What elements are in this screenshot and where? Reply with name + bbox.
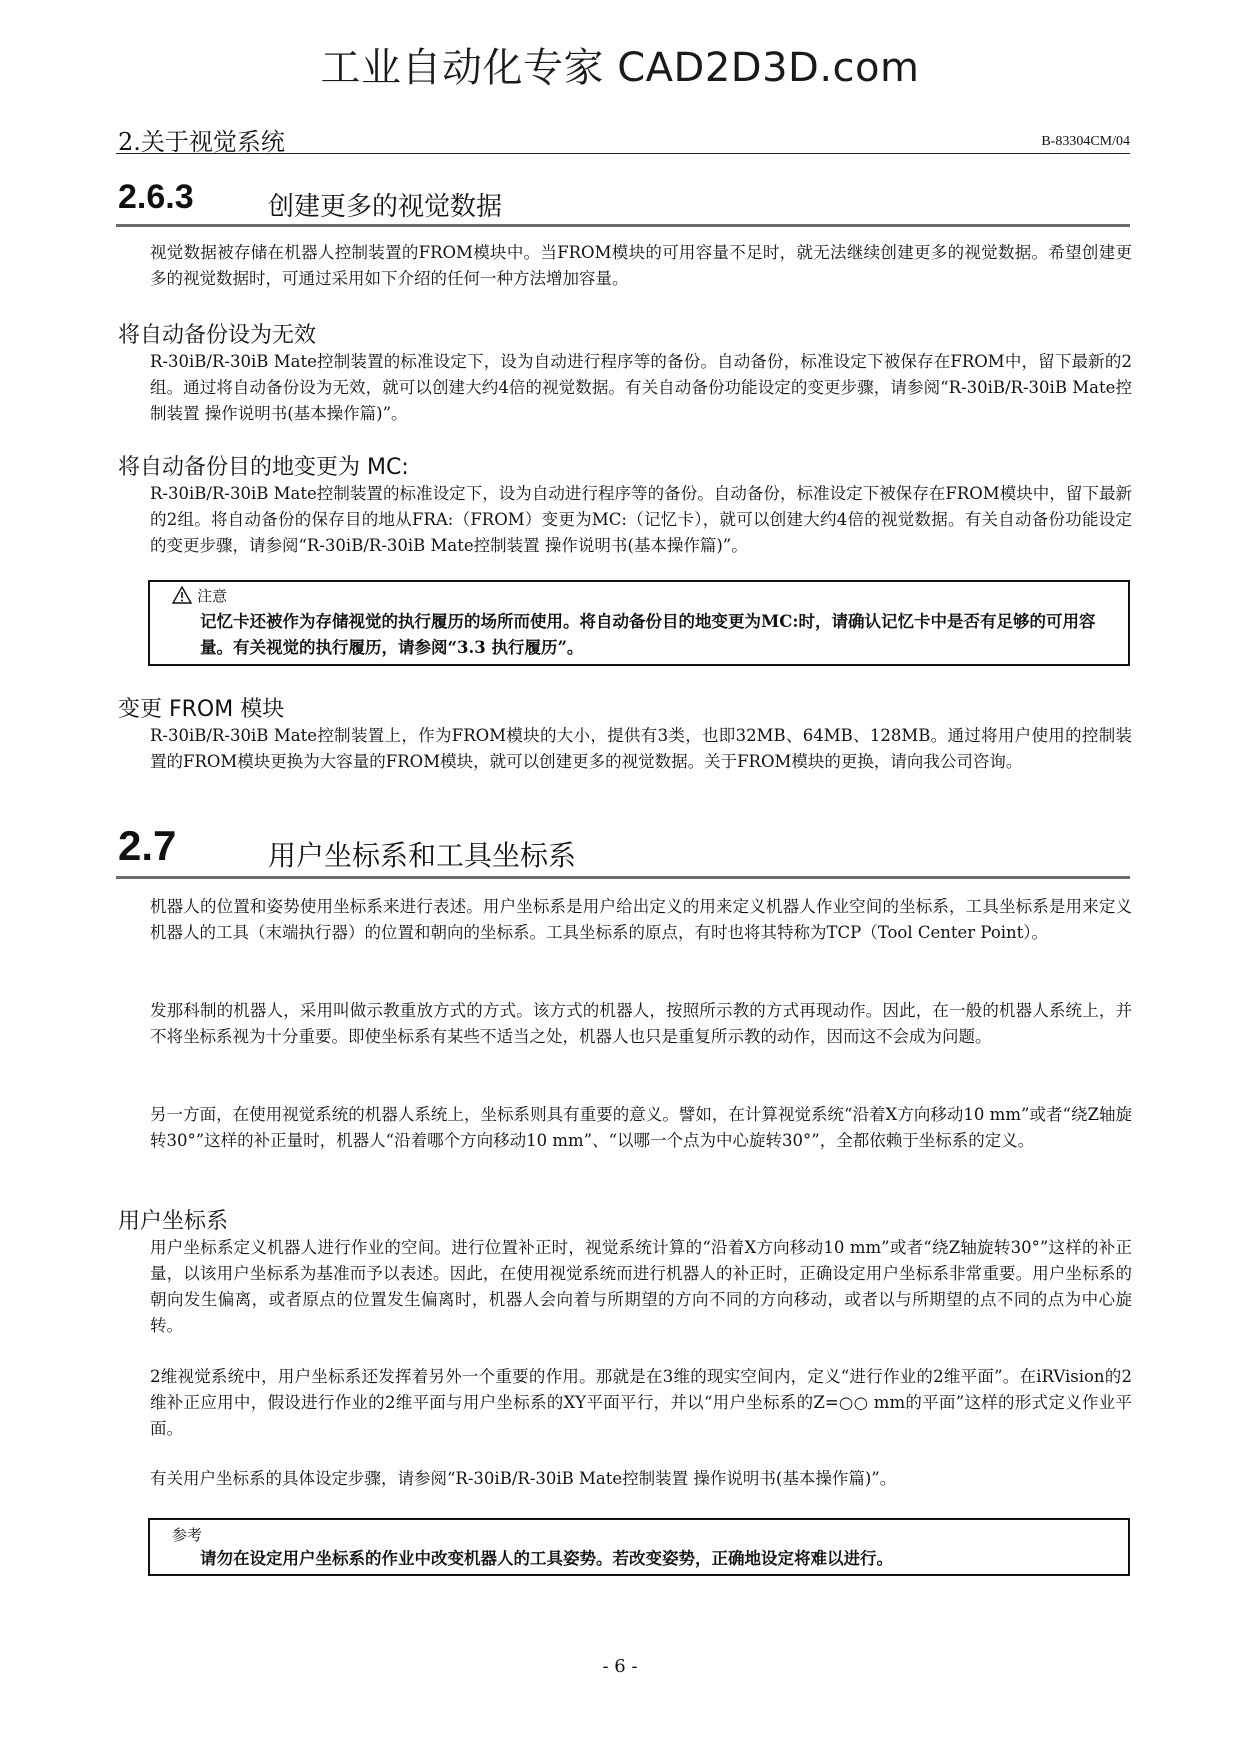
reference-label: 参考 (172, 1526, 203, 1544)
paragraph: 另一方面，在使用视觉系统的机器人系统上，坐标系则具有重要的意义。譬如，在计算视觉系统“沿着X方向移动10 mm”或者“绕Z轴旋转30°”这样的补正量时，机器人“沿着哪个方向移动10 mm”、“以哪一个点为中心旋转30°”，全都依赖于坐标系的定义。 (150, 1105, 1132, 1150)
paragraph: 用户坐标系定义机器人进行作业的空间。进行位置补正时，视觉系统计算的“沿着X方向移动10 mm”或者“绕Z轴旋转30°”这样的补正量，以该用户坐标系为基准而予以表述。因此，在使用视觉系统而进行机器人的补正时，正确设定用户坐标系非常重要。用户坐标系的朝向发生偏离，或者原点的位置发生偏离时，机器人会向着与所期望的方向不同的方向移动，或者以与所期望的点不同的点为中心旋转。 (150, 1238, 1132, 1335)
subheading: 将自动备份目的地变更为 MC: (118, 455, 409, 480)
paragraph: R-30iB/R-30iB Mate控制装置上，作为FROM模块的大小，提供有3类，也即32MB、64MB、128MB。通过将用户使用的控制装置的FROM模块更换为大容量的FROM模块，就可以创建更多的视觉数据。关于FROM模块的更换，请向我公司咨询。 (150, 726, 1132, 771)
paragraph: 有关用户坐标系的具体设定步骤，请参阅“R-30iB/R-30iB Mate控制装置 操作说明书(基本操作篇)”。 (150, 1469, 897, 1488)
header-divider (116, 153, 1130, 154)
section-title: 用户坐标系和工具坐标系 (268, 839, 577, 872)
section-number: 2.7 (118, 822, 177, 869)
page-number: - 6 - (602, 1656, 638, 1677)
paragraph: R-30iB/R-30iB Mate控制装置的标准设定下，设为自动进行程序等的备份。自动备份，标准设定下被保存在FROM中，留下最新的2组。通过将自动备份设为无效，就可以创建大约4倍的视觉数据。有关自动备份功能设定的变更步骤，请参阅“R-30iB/R-30iB Mate控制装置 操作说明书(基本操作篇)”。 (150, 352, 1132, 423)
section-rule (116, 224, 1130, 227)
caution-header (172, 585, 227, 606)
paragraph: 视觉数据被存储在机器人控制装置的FROM模块中。当FROM模块的可用容量不足时，就无法继续创建更多的视觉数据。希望创建更多的视觉数据时，可通过采用如下介绍的任何一种方法增加容量。 (150, 243, 1132, 288)
watermark: 工业自动化专家 CAD2D3D.com (320, 45, 920, 91)
paragraph: R-30iB/R-30iB Mate控制装置的标准设定下，设为自动进行程序等的备份。自动备份，标准设定下被保存在FROM模块中，留下最新的2组。将自动备份的保存目的地从FRA:（FROM）变更为MC:（记忆卡），就可以创建大约4倍的视觉数据。有关自动备份功能设定的变更步骤，请参阅“R-30iB/R-30iB Mate控制装置 操作说明书(基本操作篇)”。 (150, 484, 1132, 555)
subheading: 将自动备份设为无效 (118, 323, 317, 348)
section-number: 2.6.3 (118, 178, 194, 216)
document-code: B-83304CM/04 (1041, 134, 1130, 149)
caution-label: 注意 (197, 587, 228, 605)
reference-text: 请勿在设定用户坐标系的作业中改变机器人的工具姿势。若改变姿势，正确地设定将难以进行。 (200, 1549, 893, 1568)
subheading: 变更 FROM 模块 (118, 697, 285, 722)
caution-text: 记忆卡还被作为存储视觉的执行履历的场所而使用。将自动备份目的地变更为MC:时，请确认记忆卡中是否有足够的可用容量。有关视觉的执行履历，请参阅“3.3 执行履历”。 (200, 612, 1096, 657)
section-title: 创建更多的视觉数据 (268, 192, 503, 222)
warning-triangle-icon (172, 586, 197, 605)
paragraph: 2维视觉系统中，用户坐标系还发挥着另外一个重要的作用。那就是在3维的现实空间内，定义“进行作业的2维平面”。在iRVision的2维补正应用中，假设进行作业的2维平面与用户坐标系的XY平面平行，并以“用户坐标系的Z=○○ mm的平面”这样的形式定义作业平面。 (150, 1367, 1132, 1438)
chapter-header: 2.关于视觉系统 (118, 128, 285, 156)
reference-box (148, 1518, 1130, 1576)
section-rule (116, 876, 1130, 879)
paragraph: 发那科制的机器人，采用叫做示教重放方式的方式。该方式的机器人，按照所示教的方式再现动作。因此，在一般的机器人系统上，并不将坐标系视为十分重要。即使坐标系有某些不适当之处，机器人也只是重复所示教的动作，因而这不会成为问题。 (150, 1001, 1132, 1046)
caution-box (148, 580, 1130, 666)
subheading: 用户坐标系 (118, 1209, 229, 1234)
paragraph: 机器人的位置和姿势使用坐标系来进行表述。用户坐标系是用户给出定义的用来定义机器人作业空间的坐标系，工具坐标系是用来定义机器人的工具（末端执行器）的位置和朝向的坐标系。工具坐标系的原点，有时也将其特称为TCP（Tool Center Point）。 (150, 897, 1132, 942)
